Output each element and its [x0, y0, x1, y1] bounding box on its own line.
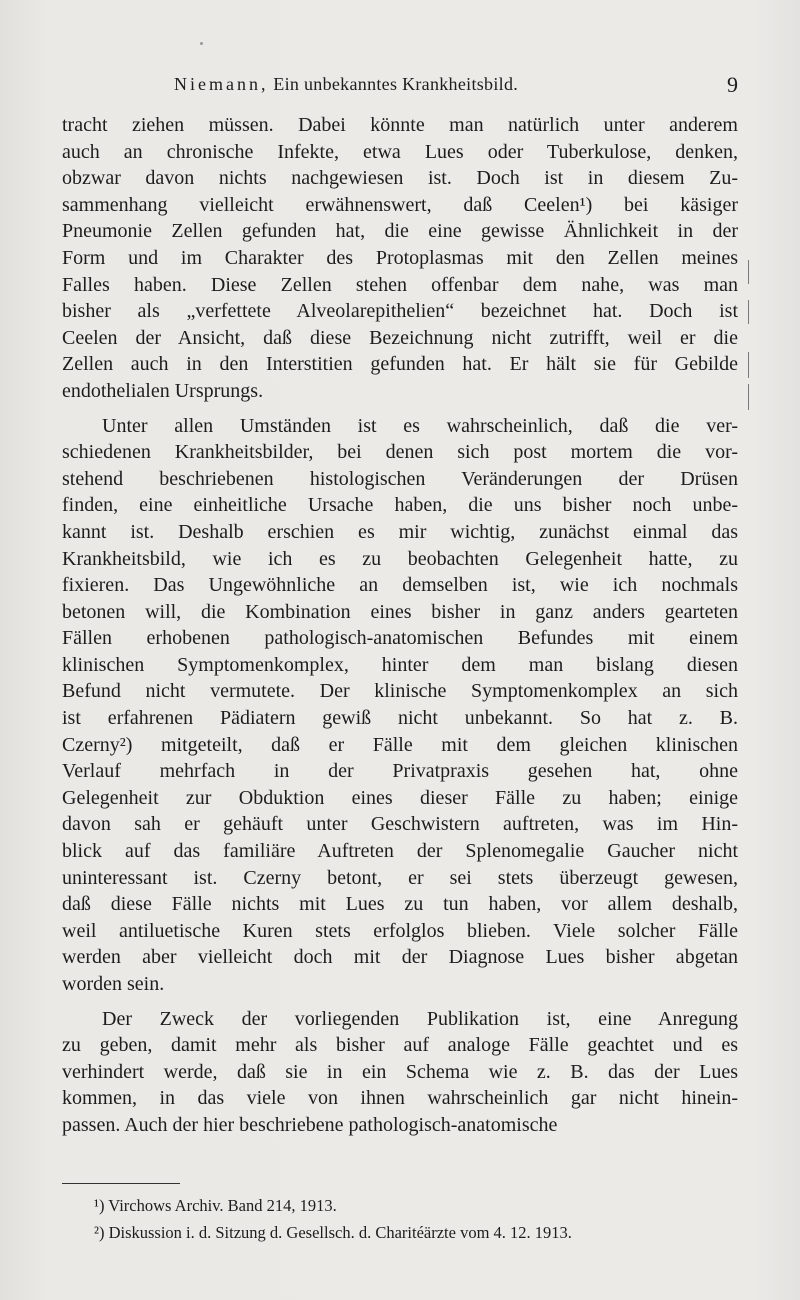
text-line: kommen, in das viele von ihnen wahrscheinlich gar nicht hinein-	[62, 1087, 738, 1110]
margin-pencil-mark	[748, 384, 749, 410]
page-number: 9	[727, 72, 738, 97]
body-text	[62, 112, 738, 1139]
text-line: daß diese Fälle nichts mit Lues zu tun haben, vor allem deshalb,	[62, 893, 738, 916]
text-line: schiedenen Krankheitsbilder, bei denen sich post mortem die vor-	[62, 441, 738, 464]
running-head	[62, 74, 738, 100]
text-line: Unter allen Umständen ist es wahrscheinlich, daß die ver-	[102, 414, 738, 437]
text-line: weil antiluetische Kuren stets erfolglos blieben. Viele solcher Fälle	[62, 919, 738, 942]
running-title	[174, 74, 518, 95]
text-line: Krankheitsbild, wie ich es zu beobachten Gelegenheit hatte, zu	[62, 547, 738, 570]
text-line: Pneumonie Zellen gefunden hat, die eine gewisse Ähnlichkeit in der	[62, 220, 738, 243]
text-line: finden, eine einheitliche Ursache haben, die uns bisher noch unbe-	[62, 494, 738, 517]
text-line: bisher als „verfettete Alveolarepithelien“ bezeichnet hat. Doch ist	[62, 300, 738, 323]
paragraph	[62, 1006, 738, 1139]
text-line: Form und im Charakter des Protoplasmas mit den Zellen meines	[62, 246, 738, 269]
text-line: stehend beschriebenen histologischen Veränderungen der Drüsen	[62, 467, 738, 490]
running-author: Niemann,	[174, 74, 269, 94]
text-line: worden sein.	[62, 973, 165, 995]
text-line: passen. Auch der hier beschriebene pathologisch-anatomische	[62, 1113, 558, 1136]
text-line: blick auf das familiäre Auftreten der Splenomegalie Gaucher nicht	[62, 840, 738, 863]
text-line: Verlauf mehrfach in der Privatpraxis gesehen hat, ohne	[62, 760, 738, 783]
text-line: Befund nicht vermutete. Der klinische Symptomenkomplex an sich	[62, 680, 738, 703]
text-line: obzwar davon nichts nachgewiesen ist. Doch ist in diesem Zu-	[62, 167, 738, 190]
text-line: fixieren. Das Ungewöhnliche an demselben ist, wie ich nochmals	[62, 574, 738, 597]
text-line: Gelegenheit zur Obduktion eines dieser Fälle zu haben; einige	[62, 786, 738, 809]
text-line: endothelialen Ursprungs.	[62, 379, 264, 402]
text-line: kannt ist. Deshalb erschien es mir wichtig, zunächst einmal das	[62, 520, 738, 543]
text-line: Der Zweck der vorliegenden Publikation ist, eine Anregung	[102, 1007, 738, 1030]
text-line: Fällen erhobenen pathologisch-anatomischen Befundes mit einem	[62, 627, 738, 650]
footnote	[94, 1219, 734, 1246]
margin-pencil-mark	[748, 352, 749, 378]
text-line: Zellen auch in den Interstitien gefunden hat. Er hält sie für Gebilde	[62, 353, 738, 376]
text-line: werden aber vielleicht doch mit der Diagnose Lues bisher abgetan	[62, 946, 738, 969]
footnote-text: Diskussion i. d. Sitzung d. Gesellsch. d. Charitéärzte vom 4. 12. 1913.	[108, 1223, 572, 1242]
running-title-text: Ein unbekanntes Krankheitsbild.	[273, 74, 519, 94]
text-line: tracht ziehen müssen. Dabei könnte man natürlich unter anderem	[62, 114, 738, 136]
text-line: ist erfahrenen Pädiatern gewiß nicht unbekannt. So hat z. B.	[62, 707, 738, 730]
margin-pencil-mark	[748, 300, 749, 324]
footnote	[94, 1192, 734, 1219]
text-line: Falles haben. Diese Zellen stehen offenbar dem nahe, was man	[62, 273, 738, 296]
text-line: Czerny²) mitgeteilt, daß er Fälle mit dem gleichen klinischen	[62, 733, 738, 756]
paragraph	[62, 413, 738, 998]
text-line: zu geben, damit mehr als bisher auf analoge Fälle geachtet und es	[62, 1034, 738, 1057]
footnote-rule	[62, 1183, 180, 1184]
footnotes	[94, 1192, 734, 1246]
page-speck	[200, 42, 203, 45]
text-line: uninteressant ist. Czerny betont, er sei stets überzeugt gewesen,	[62, 866, 738, 889]
text-line: betonen will, die Kombination eines bisher in ganz anders gearteten	[62, 600, 738, 623]
text-line: auch an chronische Infekte, etwa Lues oder Tuberkulose, denken,	[62, 140, 738, 163]
text-line: sammenhang vielleicht erwähnenswert, daß Ceelen¹) bei käsiger	[62, 193, 738, 216]
footnote-mark: ²)	[94, 1223, 105, 1242]
footnote-mark: ¹)	[94, 1196, 105, 1215]
paragraph	[62, 112, 738, 405]
text-line: Ceelen der Ansicht, daß diese Bezeichnung nicht zutrifft, weil er die	[62, 326, 738, 349]
text-line: verhindert werde, daß sie in ein Schema wie z. B. das der Lues	[62, 1060, 738, 1083]
text-line: klinischen Symptomenkomplex, hinter dem man bislang diesen	[62, 653, 738, 676]
margin-pencil-mark	[748, 260, 749, 284]
text-line: davon sah er gehäuft unter Geschwistern auftreten, was im Hin-	[62, 813, 738, 836]
footnote-text: Virchows Archiv. Band 214, 1913.	[108, 1196, 337, 1215]
